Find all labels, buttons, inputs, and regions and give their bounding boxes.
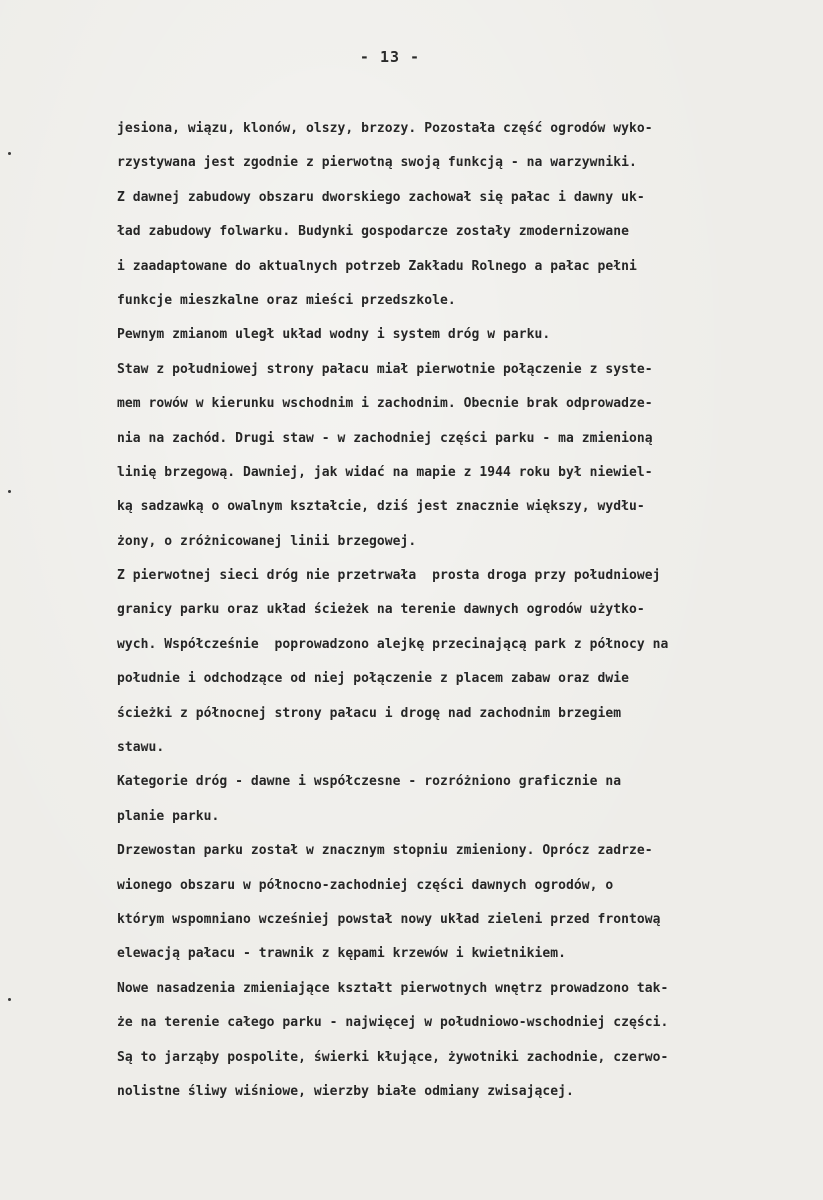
text-line: nolistne śliwy wiśniowe, wierzby białe odmiany zwisającej.	[117, 1083, 574, 1099]
text-line: i zaadaptowane do aktualnych potrzeb Zakładu Rolnego a pałac pełni	[117, 258, 637, 274]
page-number: - 13 -	[359, 48, 421, 66]
text-line: południe i odchodzące od niej połączenie z placem zabaw oraz dwie	[117, 671, 629, 687]
text-line: Z pierwotnej sieci dróg nie przetrwała prosta droga przy południowej	[117, 568, 661, 584]
margin-mark	[8, 490, 11, 493]
text-line: Z dawnej zabudowy obszaru dworskiego zachował się pałac i dawny uk-	[117, 189, 645, 205]
text-line: ką sadzawką o owalnym kształcie, dziś jest znacznie większy, wydłu-	[117, 499, 645, 515]
text-line: planie parku.	[117, 808, 220, 824]
text-line: linię brzegową. Dawniej, jak widać na mapie z 1944 roku był niewiel-	[117, 464, 653, 480]
text-line: że na terenie całego parku - najwięcej w południowo-wschodniej części.	[117, 1015, 669, 1031]
text-line: Są to jarząby pospolite, świerki kłujące, żywotniki zachodnie, czerwo-	[117, 1049, 669, 1065]
text-line: mem rowów w kierunku wschodnim i zachodnim. Obecnie brak odprowadze-	[117, 396, 653, 412]
text-line: którym wspomniano wcześniej powstał nowy układ zieleni przed frontową	[117, 911, 661, 927]
text-line: wionego obszaru w północno-zachodniej części dawnych ogrodów, o	[117, 877, 614, 893]
text-line: rzystywana jest zgodnie z pierwotną swoją funkcją - na warzywniki.	[117, 155, 637, 171]
margin-mark	[8, 998, 11, 1001]
text-line: jesiona, wiązu, klonów, olszy, brzozy. Pozostała część ogrodów wyko-	[117, 121, 653, 136]
text-line: ścieżki z północnej strony pałacu i drogę nad zachodnim brzegiem	[117, 705, 622, 721]
text-line: wych. Współcześnie poprowadzono alejkę przecinającą park z północy na	[117, 636, 669, 652]
margin-mark	[8, 152, 11, 155]
text-line: elewacją pałacu - trawnik z kępami krzewów i kwietnikiem.	[117, 946, 566, 962]
text-line: funkcje mieszkalne oraz mieści przedszkole.	[117, 292, 456, 308]
text-line: Kategorie dróg - dawne i współczesne - rozróżniono graficznie na	[117, 774, 622, 790]
text-line: stawu.	[117, 740, 165, 756]
text-line: granicy parku oraz układ ścieżek na terenie dawnych ogrodów użytko-	[117, 602, 645, 618]
text-line: Pewnym zmianom uległ układ wodny i system dróg w parku.	[117, 327, 551, 343]
text-line: nia na zachód. Drugi staw - w zachodniej części parku - ma zmienioną	[117, 430, 653, 446]
text-line: Nowe nasadzenia zmieniające kształt pierwotnych wnętrz prowadzono tak-	[117, 980, 669, 996]
text-line: ład zabudowy folwarku. Budynki gospodarcze zostały zmodernizowane	[117, 224, 629, 240]
text-line: Drzewostan parku został w znacznym stopniu zmieniony. Oprócz zadrze-	[117, 843, 653, 859]
body-text	[117, 118, 823, 1115]
text-line: Staw z południowej strony pałacu miał pierwotnie połączenie z syste-	[117, 361, 653, 377]
text-line: żony, o zróżnicowanej linii brzegowej.	[117, 533, 417, 549]
